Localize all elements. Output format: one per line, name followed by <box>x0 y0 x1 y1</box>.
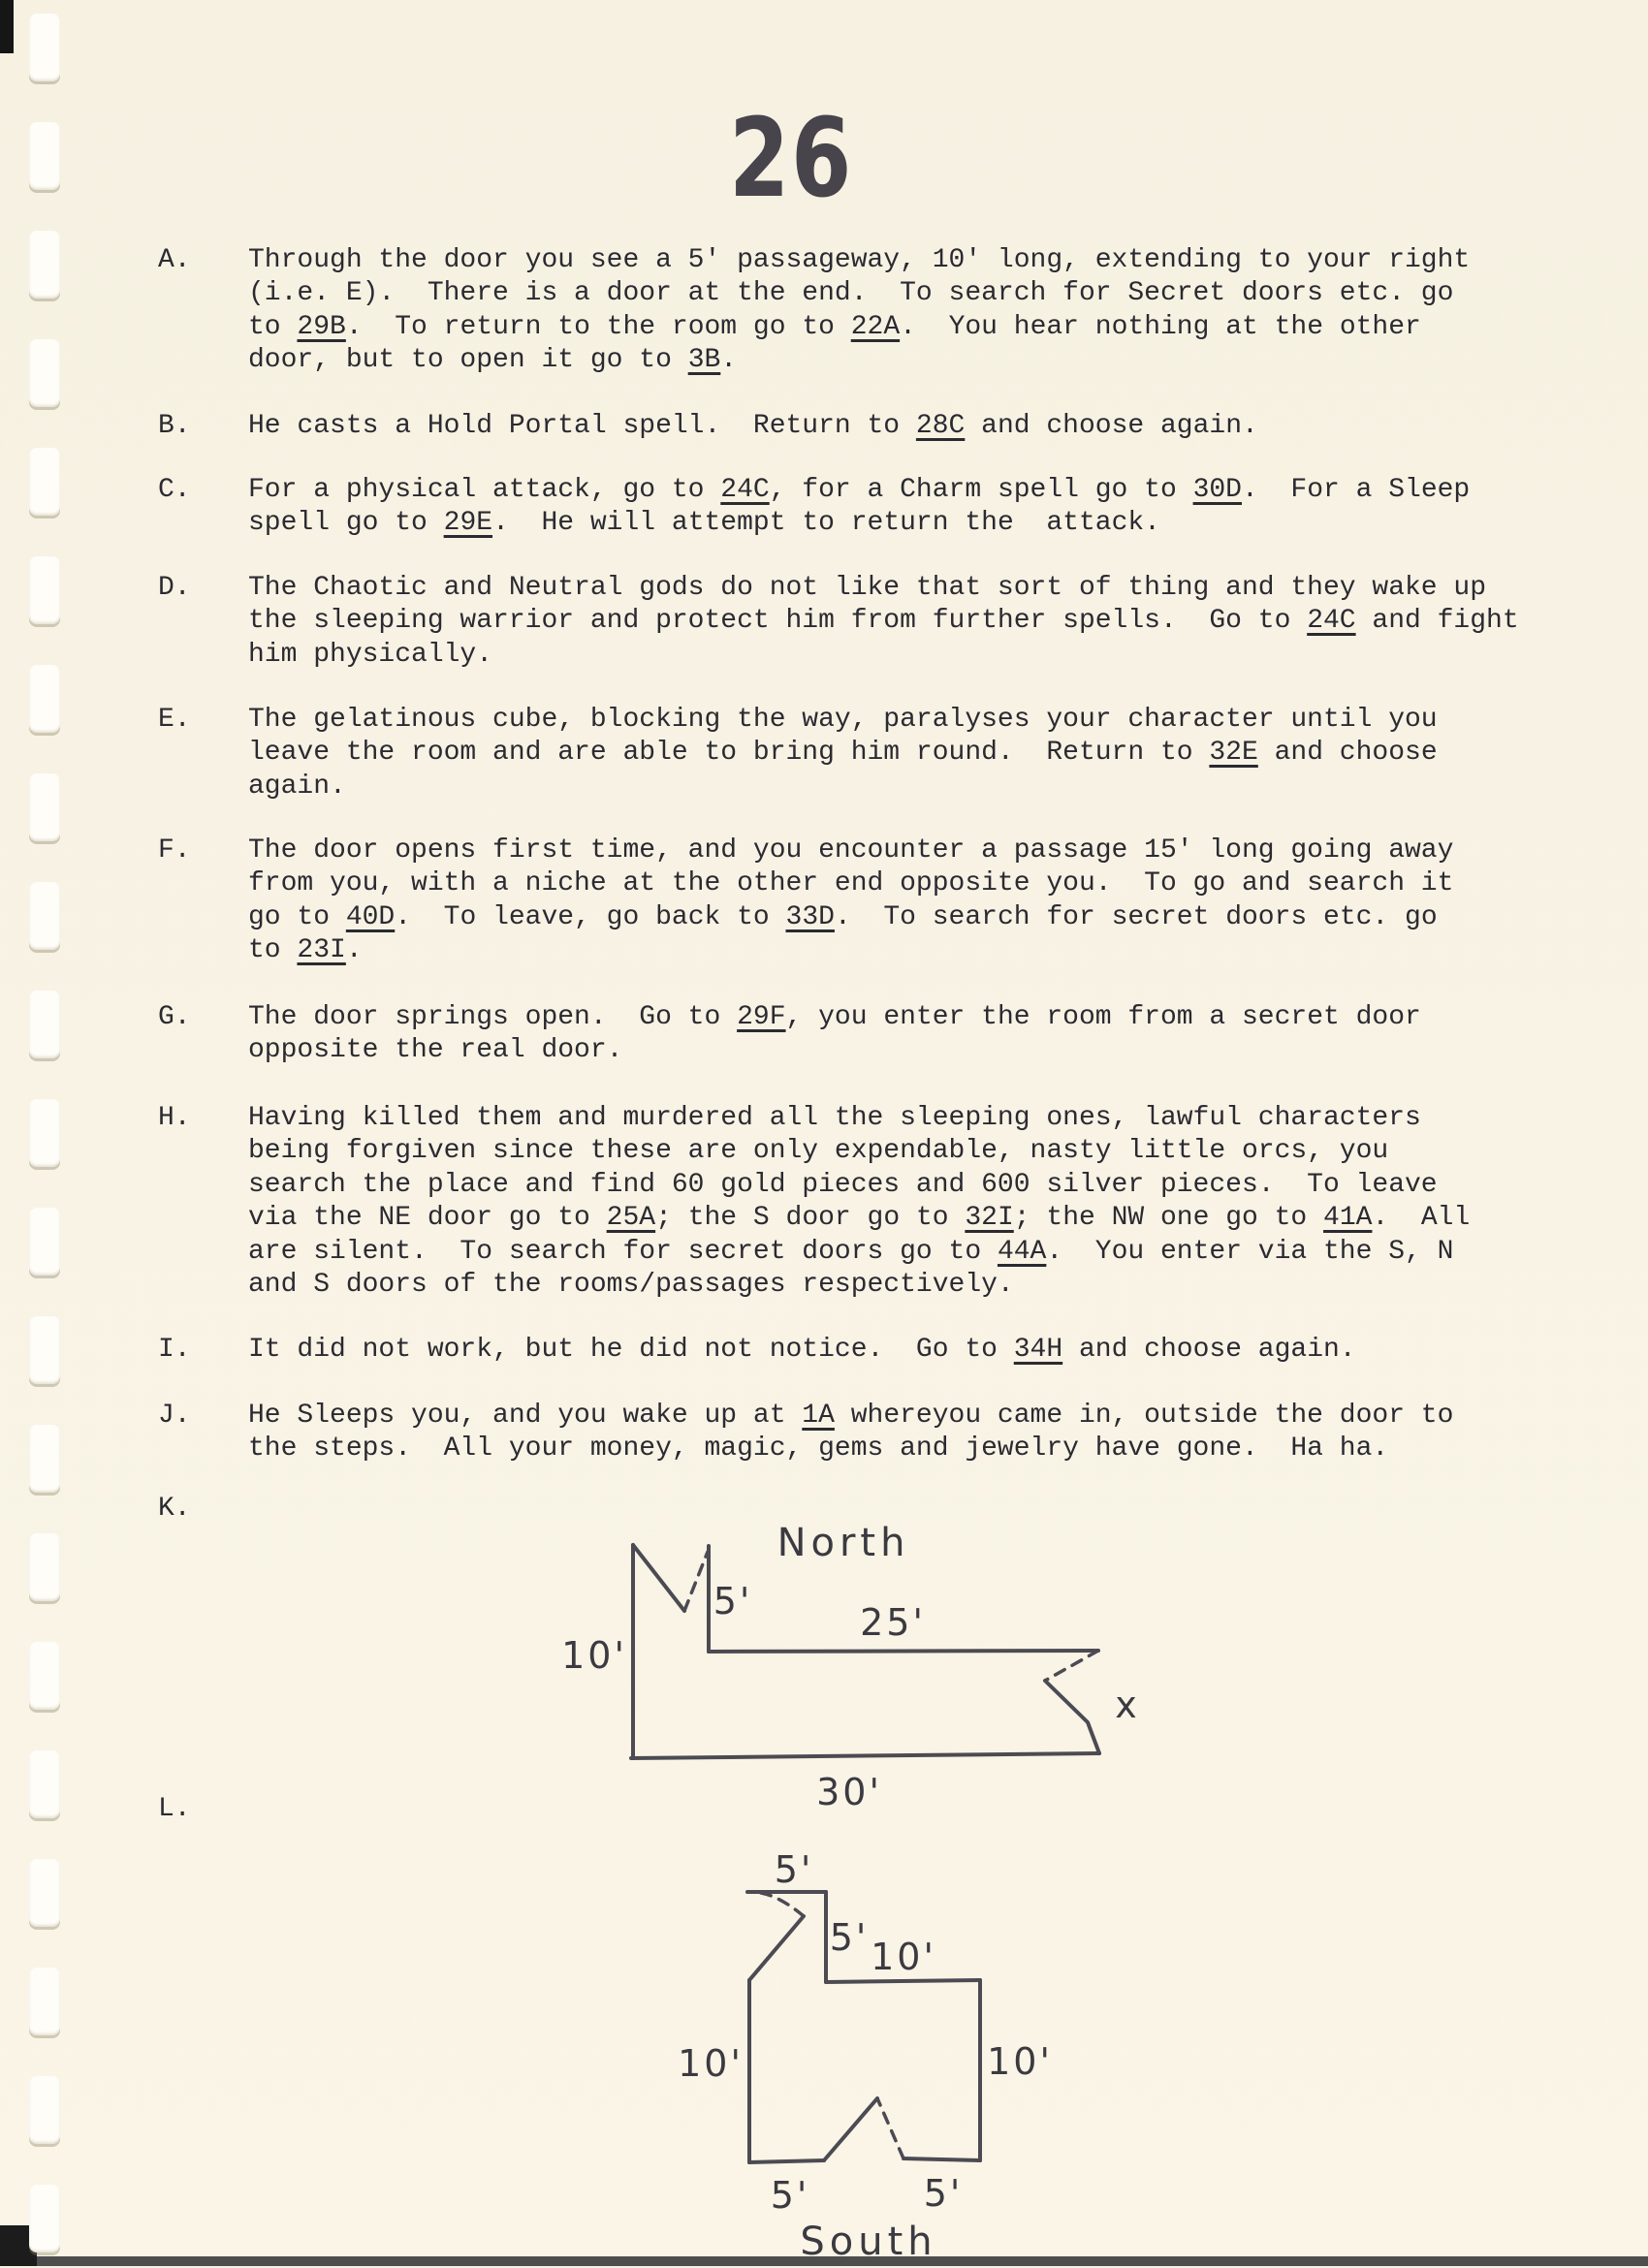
section-reference: 23I <box>297 935 346 966</box>
binding-hole <box>29 991 60 1058</box>
text-run: leave the room and are able to bring him round. Return to <box>248 738 1210 769</box>
text-run: opposite the real door. <box>248 1035 623 1066</box>
text-run: . To return to the room go to <box>345 311 851 342</box>
paragraph-line <box>248 835 1453 867</box>
l-label-top-5ft: 5' <box>774 1848 814 1891</box>
text-run: via the NE door go to <box>248 1203 607 1234</box>
text-run: the sleeping warrior and protect him from further spells. Go to <box>248 606 1308 637</box>
paragraph-line <box>248 1236 1470 1269</box>
paragraph-line <box>248 1034 1421 1067</box>
text-run: . <box>345 935 363 966</box>
binding-hole <box>29 665 60 733</box>
text-run: He casts a Hold Portal spell. Return to <box>248 411 916 441</box>
section-reference: 30D <box>1192 475 1242 505</box>
section-reference: 24C <box>720 475 770 505</box>
k-top-wall <box>709 1651 1098 1652</box>
text-run: and choose again. <box>965 411 1258 441</box>
text-run: . To leave, go back to <box>395 901 786 932</box>
paragraph-letter: I. <box>158 1335 191 1365</box>
text-run: . You hear nothing at the other <box>900 311 1421 342</box>
text-run: The gelatinous cube, blocking the way, paralyses your character until you <box>248 705 1438 735</box>
paragraph-line <box>248 1001 1421 1034</box>
text-run: door, but to open it go to <box>248 345 688 376</box>
diagram-l-room-plan <box>679 1842 1086 2268</box>
section-reference: 33D <box>785 901 835 932</box>
text-run: The Chaotic and Neutral gods do not like that sort of thing and they wake up <box>248 573 1487 603</box>
paragraph-J <box>158 1400 1453 1466</box>
paragraph-line <box>248 867 1453 900</box>
text-run: and S doors of the rooms/passages respectively. <box>248 1269 1014 1300</box>
text-run: again. <box>248 771 346 802</box>
k-label-north: North <box>776 1521 910 1565</box>
text-run: . You enter via the S, N <box>1046 1236 1454 1267</box>
binding-hole <box>29 1859 60 1927</box>
text-run: The door springs open. Go to <box>248 1002 738 1032</box>
binding-hole <box>29 339 60 407</box>
text-run: Having killed them and murdered all the sleeping ones, lawful characters <box>248 1103 1421 1133</box>
text-run: to <box>248 311 298 342</box>
paragraph-I <box>158 1334 1356 1367</box>
text-run: . <box>720 345 738 376</box>
binding-hole <box>29 1533 60 1601</box>
l-upper-wall <box>826 1980 980 1982</box>
paragraph-G <box>158 1001 1421 1068</box>
section-reference: 25A <box>606 1203 656 1234</box>
paragraph-letter: K. <box>158 1494 191 1524</box>
l-label-neck-5ft: 5' <box>829 1916 870 1959</box>
paragraph-line <box>248 704 1438 737</box>
l-label-upper-10ft: 10' <box>871 1936 936 1978</box>
paragraph-line <box>248 1433 1453 1465</box>
paragraph-line <box>248 277 1470 310</box>
binding-hole <box>29 882 60 950</box>
paragraph-line <box>248 901 1453 934</box>
k-label-10ft: 10' <box>561 1634 627 1677</box>
paragraph-B <box>158 410 1258 443</box>
section-reference: 34H <box>1013 1335 1063 1365</box>
section-reference: 29F <box>737 1002 786 1032</box>
section-reference: 29E <box>443 508 493 539</box>
paragraph-letter: B. <box>158 411 191 441</box>
l-bottom-right-wall <box>903 2158 980 2160</box>
l-bottom-door-solid <box>824 2098 877 2160</box>
paragraph-line <box>248 737 1438 770</box>
paragraph-line <box>248 1169 1470 1202</box>
text-run: the steps. All your money, magic, gems and jewelry have gone. Ha ha. <box>248 1433 1389 1465</box>
binding-hole <box>29 1208 60 1276</box>
text-run: and fight <box>1355 606 1519 637</box>
paragraph-line <box>248 771 1438 803</box>
paragraph-letter: C. <box>158 475 191 505</box>
binding-hole <box>29 448 60 516</box>
text-run: For a physical attack, go to <box>248 475 721 505</box>
text-run: , you enter the room from a secret door <box>785 1002 1421 1032</box>
paragraph-line <box>248 244 1470 277</box>
section-reference: 3B <box>687 345 721 376</box>
l-top-door-solid <box>749 1916 804 1980</box>
paragraph-letter: F. <box>158 835 191 866</box>
paragraph-H <box>158 1102 1470 1302</box>
paragraph-line <box>248 1202 1470 1235</box>
text-run: . He will attempt to return the attack. <box>492 508 1160 539</box>
binding-hole <box>29 773 60 841</box>
paragraph-letter: J. <box>158 1401 191 1431</box>
k-exit-dashed <box>1045 1651 1098 1681</box>
paragraph-line <box>248 410 1258 443</box>
binding-hole <box>29 2076 60 2144</box>
l-bottom-door-dashed <box>877 2098 903 2158</box>
section-reference: 32E <box>1209 738 1258 769</box>
paragraph-line <box>248 1102 1470 1135</box>
paragraph-F <box>158 835 1453 968</box>
text-run: . All <box>1372 1203 1471 1234</box>
binding-hole <box>29 1425 60 1493</box>
text-run: It did not work, but he did not notice. Go to <box>248 1335 1014 1365</box>
text-run: . For a Sleep <box>1242 475 1471 505</box>
binding-hole <box>29 2185 60 2252</box>
page-number: 26 <box>729 96 853 222</box>
l-label-bottomleft-5ft: 5' <box>770 2174 810 2217</box>
k-label-30ft: 30' <box>816 1771 882 1813</box>
paragraph-letter: L. <box>158 1794 191 1824</box>
l-top-door-dashed <box>747 1892 804 1916</box>
paragraph-A <box>158 244 1470 378</box>
l-label-bottomright-5ft: 5' <box>923 2172 964 2215</box>
paragraph-line <box>248 1334 1356 1367</box>
paragraph-line <box>248 507 1470 540</box>
text-run: to <box>248 935 298 966</box>
paragraph-C <box>158 474 1470 541</box>
binding-hole <box>29 231 60 299</box>
binding-hole <box>29 1750 60 1818</box>
text-run: and choose again. <box>1062 1335 1356 1365</box>
section-reference: 1A <box>802 1401 835 1431</box>
paragraph-line <box>248 1269 1470 1302</box>
paragraph-line <box>248 311 1470 344</box>
paragraph-letter: H. <box>158 1103 191 1133</box>
paragraph-line <box>248 605 1519 638</box>
binding-hole <box>29 556 60 624</box>
text-run: The door opens first time, and you encounter a passage 15' long going away <box>248 835 1454 866</box>
paragraph-line <box>248 344 1470 377</box>
text-run: go to <box>248 901 346 932</box>
paragraph-line <box>248 474 1470 507</box>
paragraph-letter: A. <box>158 245 191 275</box>
text-run: search the place and find 60 gold pieces and 600 silver pieces. To leave <box>248 1169 1438 1200</box>
section-reference: 41A <box>1323 1203 1373 1234</box>
text-run: . To search for secret doors etc. go <box>834 901 1438 932</box>
text-run: ; the NW one go to <box>1013 1203 1324 1234</box>
l-label-south: South <box>800 2220 937 2264</box>
text-run: whereyou came in, outside the door to <box>834 1401 1454 1431</box>
text-run: from you, with a niche at the other end opposite you. To go and search it <box>248 868 1454 899</box>
paragraph-D <box>158 572 1519 672</box>
k-exit-solid <box>1045 1681 1099 1753</box>
k-label-5ft: 5' <box>713 1580 753 1622</box>
binding-hole <box>29 1642 60 1710</box>
paragraph-letter: E. <box>158 705 191 735</box>
paragraph-letter: D. <box>158 573 191 603</box>
paragraph-letter: G. <box>158 1002 191 1032</box>
binding-hole <box>29 14 60 81</box>
k-bottom-wall <box>631 1753 1099 1758</box>
section-reference: 40D <box>345 901 396 932</box>
binding-hole <box>29 1099 60 1167</box>
k-door-notch-dashed <box>684 1552 708 1611</box>
text-run: being forgiven since these are only expendable, nasty little orcs, you <box>248 1136 1389 1167</box>
binding-hole <box>29 1316 60 1384</box>
paragraph-line <box>248 1135 1470 1168</box>
paragraph-line <box>248 639 1519 672</box>
section-reference: 24C <box>1307 606 1356 637</box>
text-run: and choose <box>1257 738 1438 769</box>
paragraph-E <box>158 704 1438 803</box>
section-reference: 22A <box>850 311 901 342</box>
section-reference: 28C <box>915 411 966 441</box>
binding-hole <box>29 1968 60 2035</box>
section-reference: 32I <box>965 1203 1014 1234</box>
l-bottom-left-wall <box>749 2160 824 2162</box>
k-label-25ft: 25' <box>860 1601 926 1644</box>
text-run: ; the S door go to <box>655 1203 966 1234</box>
scan-edge-artifact <box>0 0 14 53</box>
text-run: , for a Charm spell go to <box>769 475 1193 505</box>
diagram-k-room-plan <box>523 1509 1183 1829</box>
paragraph-line <box>248 934 1453 967</box>
section-reference: 29B <box>297 311 346 342</box>
paragraph-line <box>248 1400 1453 1433</box>
l-label-left-10ft: 10' <box>678 2042 744 2085</box>
l-label-right-10ft: 10' <box>987 2040 1053 2083</box>
text-run: him physically. <box>248 639 493 670</box>
text-run: He Sleeps you, and you wake up at <box>248 1401 803 1431</box>
text-run: are silent. To search for secret doors go to <box>248 1236 998 1267</box>
binding-hole <box>29 122 60 190</box>
text-run: spell go to <box>248 508 444 539</box>
section-reference: 44A <box>997 1236 1047 1267</box>
text-run: Through the door you see a 5' passageway, 10' long, extending to your right <box>248 245 1471 275</box>
paragraph-line <box>248 572 1519 605</box>
k-door-notch-solid <box>633 1545 684 1611</box>
text-run: (i.e. E). There is a door at the end. To search for Secret doors etc. go <box>248 278 1454 309</box>
k-label-exit-x: x <box>1115 1684 1140 1726</box>
